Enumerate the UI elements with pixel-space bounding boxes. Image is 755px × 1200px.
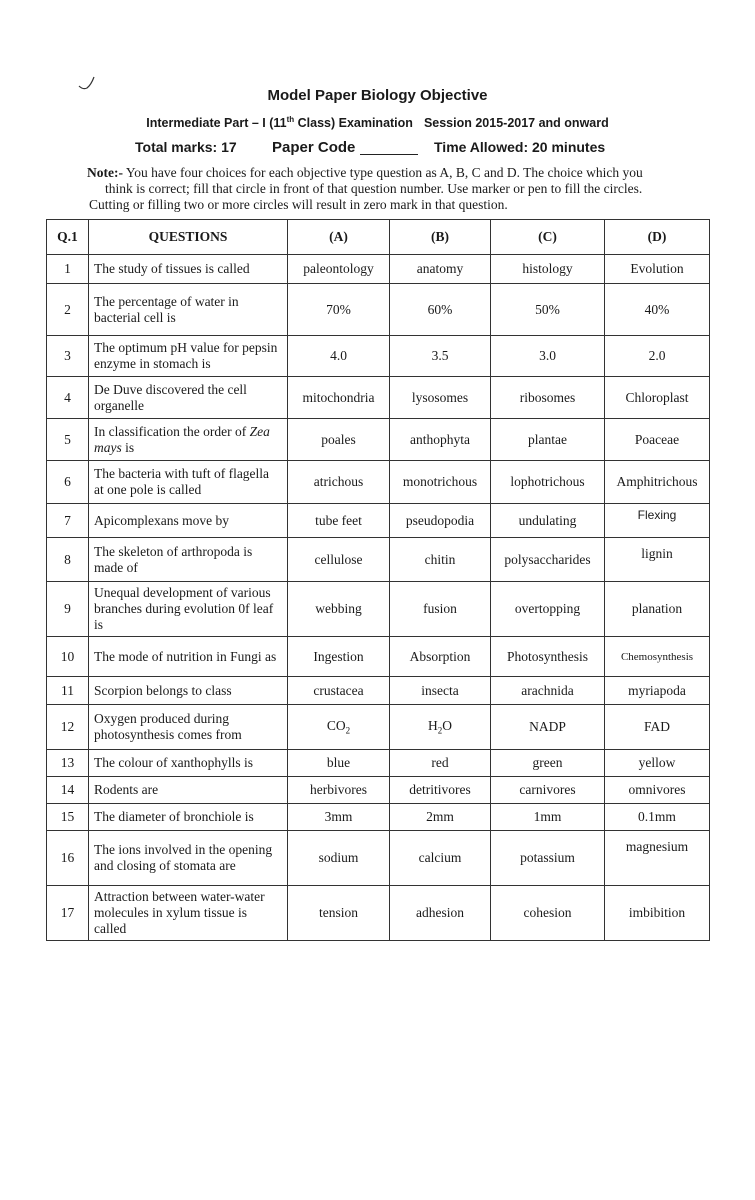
option-a: cellulose: [288, 538, 390, 582]
option-d: Poaceae: [605, 419, 710, 461]
option-c: overtopping: [491, 582, 605, 637]
option-c: plantae: [491, 419, 605, 461]
option-b: Absorption: [390, 637, 491, 677]
question-number: 17: [47, 886, 89, 941]
option-a-formula: CO: [326, 718, 346, 734]
option-c: undulating: [491, 504, 605, 538]
option-b: fusion: [390, 582, 491, 637]
option-a: Ingestion: [288, 637, 390, 677]
table-row: [47, 886, 710, 941]
question-number: 11: [47, 677, 89, 705]
table-row: [47, 777, 710, 804]
question-text: The diameter of bronchiole is: [89, 804, 288, 831]
option-b: 2mm: [390, 804, 491, 831]
option-a: tube feet: [288, 504, 390, 538]
option-b: 3.5: [390, 336, 491, 377]
option-a: tension: [288, 886, 390, 941]
question-text: De Duve discovered the cell organelle: [89, 377, 288, 419]
table-row: [47, 255, 710, 284]
option-d: 40%: [605, 284, 710, 336]
question-number: 9: [47, 582, 89, 637]
option-b: anatomy: [390, 255, 491, 284]
question-text: The study of tissues is called: [89, 255, 288, 284]
question-text: Scorpion belongs to class: [89, 677, 288, 705]
option-c: histology: [491, 255, 605, 284]
option-c: cohesion: [491, 886, 605, 941]
option-a: 4.0: [288, 336, 390, 377]
question-text: Oxygen produced during photosynthesis comes from: [89, 705, 288, 750]
table-row: [47, 637, 710, 677]
option-a: mitochondria: [288, 377, 390, 419]
question-number: 7: [47, 504, 89, 538]
question-number: 4: [47, 377, 89, 419]
option-b-subscript: 2: [437, 725, 443, 736]
question-number: 8: [47, 538, 89, 582]
question-text: Rodents are: [89, 777, 288, 804]
question-text-pre: In classification the order of: [94, 423, 250, 439]
option-c: polysaccharides: [491, 538, 605, 582]
option-a: webbing: [288, 582, 390, 637]
option-b: calcium: [390, 831, 491, 886]
option-b: monotrichous: [390, 461, 491, 504]
option-b: chitin: [390, 538, 491, 582]
option-c: 3.0: [491, 336, 605, 377]
exam-part: Intermediate Part – I (11: [146, 116, 287, 131]
option-b-formula-tail: O: [442, 718, 452, 734]
paper-code-blank: [360, 154, 418, 155]
table-row: [47, 419, 710, 461]
table-row: [47, 461, 710, 504]
option-d: lignin: [605, 538, 710, 582]
question-text: The ions involved in the opening and closing of stomata are: [89, 831, 288, 886]
option-a: 3mm: [288, 804, 390, 831]
option-d: Chemosynthesis: [605, 637, 710, 677]
question-text: The percentage of water in bacterial cell is: [89, 284, 288, 336]
option-d: planation: [605, 582, 710, 637]
option-c: green: [491, 750, 605, 777]
question-text: Attraction between water-water molecules in xylum tissue is called: [89, 886, 288, 941]
question-text: The skeleton of arthropoda is made of: [89, 538, 288, 582]
table-row: [47, 831, 710, 886]
option-d: Flexing: [605, 504, 710, 538]
question-text: The bacteria with tuft of flagella at one pole is called: [89, 461, 288, 504]
option-c: ribosomes: [491, 377, 605, 419]
header-questions: QUESTIONS: [89, 220, 288, 255]
table-row: [47, 538, 710, 582]
mcq-table: [46, 219, 710, 941]
option-c: arachnida: [491, 677, 605, 705]
option-d: Evolution: [605, 255, 710, 284]
option-b: red: [390, 750, 491, 777]
option-a: herbivores: [288, 777, 390, 804]
exam-class: Class) Examination: [294, 116, 413, 131]
note-line-3: Cutting or filling two or more circles will result in zero mark in that question.: [89, 197, 508, 212]
option-d: yellow: [605, 750, 710, 777]
option-d: myriapoda: [605, 677, 710, 705]
option-c: potassium: [491, 831, 605, 886]
header-option-d: (D): [605, 220, 710, 255]
option-b: [390, 705, 491, 750]
question-number: 12: [47, 705, 89, 750]
exam-subtitle: [0, 115, 755, 130]
paper-code-label: Paper Code: [272, 139, 356, 156]
instructions-note: [89, 165, 721, 213]
option-a: paleontology: [288, 255, 390, 284]
question-text-post: is: [121, 439, 135, 455]
option-d: Amphitrichous: [605, 461, 710, 504]
table-row: [47, 677, 710, 705]
option-c: carnivores: [491, 777, 605, 804]
option-a: [288, 705, 390, 750]
note-label: Note:-: [87, 165, 123, 180]
table-row: [47, 750, 710, 777]
option-d: imbibition: [605, 886, 710, 941]
option-d: magnesium: [605, 831, 710, 886]
total-marks: Total marks: 17: [135, 139, 237, 155]
table-row: [47, 284, 710, 336]
time-allowed: Time Allowed: 20 minutes: [434, 139, 606, 155]
option-c: NADP: [491, 705, 605, 750]
question-text: Unequal development of various branches during evolution 0f leaf is: [89, 582, 288, 637]
table-header-row: [47, 220, 710, 255]
header-question-number: Q.1: [47, 220, 89, 255]
option-d: 0.1mm: [605, 804, 710, 831]
class-ordinal: th: [286, 115, 295, 124]
option-a: atrichous: [288, 461, 390, 504]
header-option-b: (B): [390, 220, 491, 255]
option-d: Chloroplast: [605, 377, 710, 419]
question-number: 1: [47, 255, 89, 284]
option-c: 1mm: [491, 804, 605, 831]
question-text: The mode of nutrition in Fungi as: [89, 637, 288, 677]
question-text-species: Zea mays: [94, 423, 270, 455]
option-b: 60%: [390, 284, 491, 336]
option-c: Photosynthesis: [491, 637, 605, 677]
note-line-1: You have four choices for each objective type question as A, B, C and D. The choice which you: [122, 165, 643, 180]
question-number: 13: [47, 750, 89, 777]
table-row: [47, 336, 710, 377]
option-c: 50%: [491, 284, 605, 336]
option-b: insecta: [390, 677, 491, 705]
exam-meta: [135, 139, 675, 159]
question-number: 14: [47, 777, 89, 804]
question-number: 2: [47, 284, 89, 336]
question-text: The colour of xanthophylls is: [89, 750, 288, 777]
question-number: 6: [47, 461, 89, 504]
option-d: 2.0: [605, 336, 710, 377]
question-number: 16: [47, 831, 89, 886]
question-number: 5: [47, 419, 89, 461]
table-row: [47, 504, 710, 538]
note-line-2: think is correct; fill that circle in front of that question number. Use marker or pen to fill the circles.: [105, 181, 643, 196]
option-a: blue: [288, 750, 390, 777]
table-row: [47, 705, 710, 750]
option-a: poales: [288, 419, 390, 461]
table-row: [47, 582, 710, 637]
option-d: omnivores: [605, 777, 710, 804]
option-b: lysosomes: [390, 377, 491, 419]
table-row: [47, 377, 710, 419]
option-c: lophotrichous: [491, 461, 605, 504]
option-a: sodium: [288, 831, 390, 886]
option-b: anthophyta: [390, 419, 491, 461]
option-a: crustacea: [288, 677, 390, 705]
option-b-formula: H: [428, 718, 438, 734]
option-a: 70%: [288, 284, 390, 336]
option-d: FAD: [605, 705, 710, 750]
option-a-subscript: 2: [345, 725, 351, 736]
question-number: 10: [47, 637, 89, 677]
page-title: Model Paper Biology Objective: [267, 87, 488, 104]
header-option-a: (A): [288, 220, 390, 255]
question-text: Apicomplexans move by: [89, 504, 288, 538]
question-number: 15: [47, 804, 89, 831]
option-b: detritivores: [390, 777, 491, 804]
option-b: pseudopodia: [390, 504, 491, 538]
option-b: adhesion: [390, 886, 491, 941]
table-row: [47, 804, 710, 831]
question-text: The optimum pH value for pepsin enzyme in stomach is: [89, 336, 288, 377]
exam-session: Session 2015-2017 and onward: [423, 116, 609, 131]
question-number: 3: [47, 336, 89, 377]
question-text: [89, 419, 288, 461]
header-option-c: (C): [491, 220, 605, 255]
